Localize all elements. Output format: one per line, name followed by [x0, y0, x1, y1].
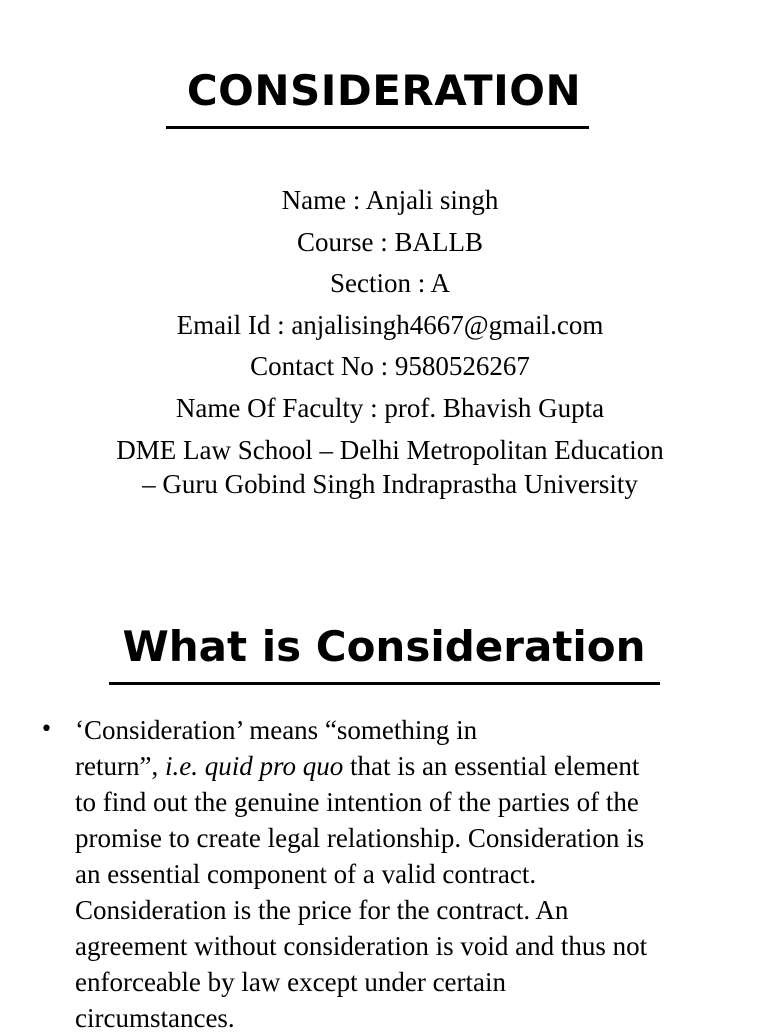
definition-slide: [0, 560, 768, 1033]
bullet-line: ‘Consideration’ means “something in: [75, 715, 478, 745]
bullet-line: agreement without consideration is void and thus not: [75, 931, 648, 961]
section-heading: What is Consideration: [122, 622, 646, 671]
bullet-icon: •: [40, 717, 53, 742]
bullet-line: an essential component of a valid contract.: [75, 859, 537, 889]
bullet-line: promise to create legal relationship. Consideration is: [75, 823, 645, 853]
heading-underline: [109, 682, 660, 685]
bullet-line: [75, 748, 730, 784]
faculty-line: Name Of Faculty : prof. Bhavish Gupta: [175, 392, 605, 423]
bullet-text: [75, 712, 730, 1036]
bullet-line: circumstances.: [75, 1003, 235, 1033]
email-line: Email Id : anjalisingh4667@gmail.com: [176, 309, 604, 340]
bullet-text-plain: that is an essential element: [343, 751, 640, 781]
section-line: Section : A: [330, 268, 450, 299]
slide-title: CONSIDERATION: [186, 66, 582, 115]
title-underline: [166, 126, 589, 129]
contact-line: Contact No : 9580526267: [250, 351, 530, 382]
bullet-text-italic: i.e. quid pro quo: [164, 751, 344, 781]
name-line: Name : Anjali singh: [281, 185, 499, 215]
course-line: Course : BALLB: [297, 226, 483, 257]
bullet-line: enforceable by law except under certain: [75, 967, 507, 997]
author-info: [60, 180, 720, 502]
bullet-line: to find out the genuine intention of the parties of the: [75, 787, 639, 817]
university-line: – Guru Gobind Singh Indraprastha University: [142, 468, 638, 499]
bullet-text-plain: return”,: [75, 751, 165, 781]
school-line: DME Law School – Delhi Metropolitan Education: [116, 434, 664, 465]
bullet-line: Consideration is the price for the contract. An: [75, 895, 569, 925]
